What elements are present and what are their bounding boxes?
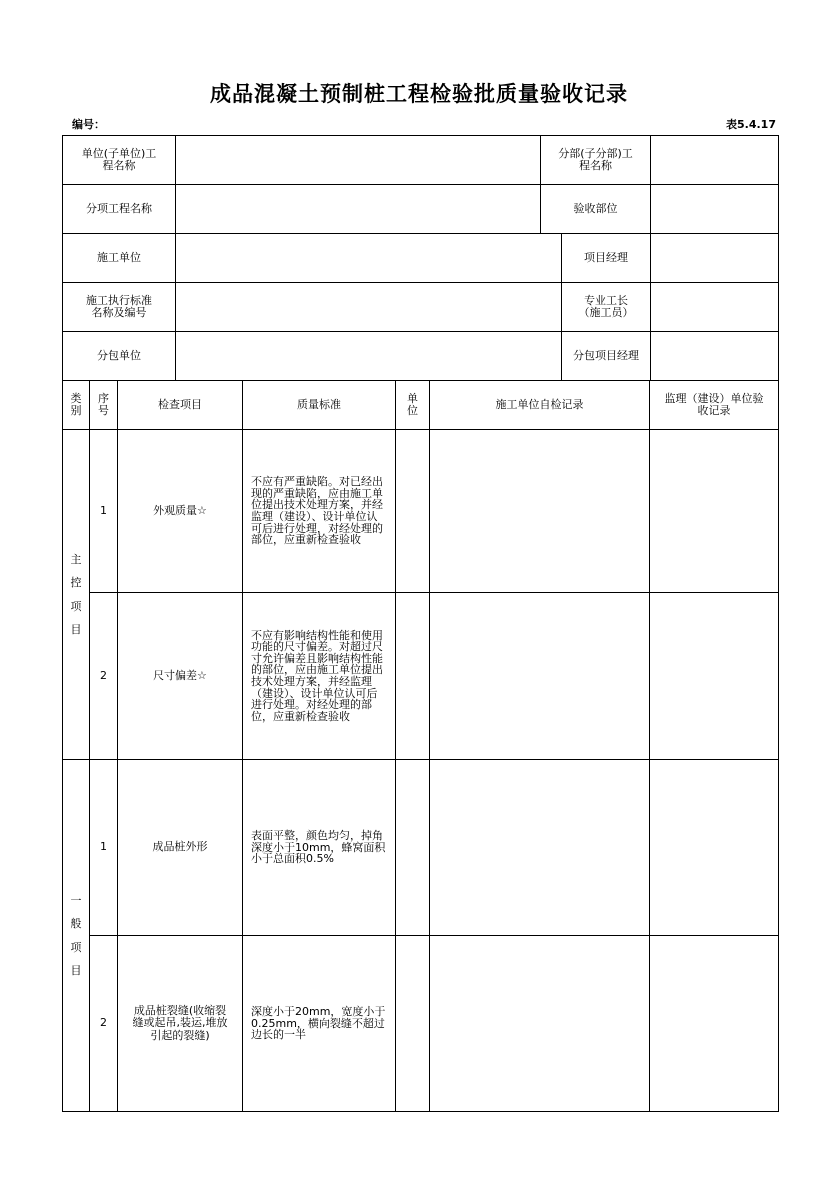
- col-supervision: 监理（建设）单位验收记录: [650, 381, 779, 430]
- header-info-table: [62, 135, 779, 381]
- table-row: [63, 593, 779, 760]
- subcontractor-label: 分包单位: [63, 332, 176, 381]
- col-standard: 质量标准: [243, 381, 396, 430]
- project-manager-label: 项目经理: [562, 234, 651, 283]
- row-self-check[interactable]: [430, 760, 650, 936]
- main-control-category: 主控项目: [63, 430, 90, 760]
- row-item: 尺寸偏差☆: [118, 593, 243, 760]
- table-number: 表5.4.17: [726, 118, 776, 131]
- row-supervision[interactable]: [650, 760, 779, 936]
- row-self-check[interactable]: [430, 936, 650, 1112]
- col-self-check: 施工单位自检记录: [430, 381, 650, 430]
- table-row: [63, 760, 779, 936]
- row-item: 成品桩裂缝(收缩裂缝或起吊,装运,堆放引起的裂缝): [118, 936, 243, 1112]
- construction-unit-field[interactable]: [176, 234, 562, 283]
- row-unit[interactable]: [396, 430, 430, 593]
- row-supervision[interactable]: [650, 430, 779, 593]
- sub-division-label: 分部(子分部)工程名称: [541, 136, 651, 185]
- foreman-field[interactable]: [651, 283, 779, 332]
- general-category: 一般项目: [63, 760, 90, 1112]
- page-title: 成品混凝土预制桩工程检验批质量验收记录: [210, 82, 628, 106]
- row-standard: 表面平整，颜色均匀，掉角深度小于10mm，蜂窝面积小于总面积0.5%: [243, 760, 396, 936]
- foreman-label: 专业工长（施工员）: [562, 283, 651, 332]
- acceptance-part-label: 验收部位: [541, 185, 651, 234]
- project-manager-field[interactable]: [651, 234, 779, 283]
- row-seq: 1: [90, 760, 118, 936]
- column-header-row: [63, 381, 779, 430]
- row-item: 成品桩外形: [118, 760, 243, 936]
- unit-project-label: 单位(子单位)工程名称: [63, 136, 176, 185]
- subcontract-manager-label: 分包项目经理: [562, 332, 651, 381]
- row-seq: 2: [90, 593, 118, 760]
- row-supervision[interactable]: [650, 593, 779, 760]
- row-item: 外观质量☆: [118, 430, 243, 593]
- col-category: 类别: [63, 381, 90, 430]
- row-unit[interactable]: [396, 760, 430, 936]
- row-standard: 不应有影响结构性能和使用功能的尺寸偏差。对超过尺寸允许偏差且影响结构性能的部位，应由施工单位提出技术处理方案，并经监理（建设）、设计单位认可后进行处理。对经处理的部位，应重新检查验收: [243, 593, 396, 760]
- row-seq: 2: [90, 936, 118, 1112]
- col-unit: 单位: [396, 381, 430, 430]
- row-self-check[interactable]: [430, 430, 650, 593]
- unit-project-field[interactable]: [176, 136, 541, 185]
- inspection-table: [62, 380, 779, 1112]
- row-self-check[interactable]: [430, 593, 650, 760]
- row-seq: 1: [90, 430, 118, 593]
- sub-item-field[interactable]: [176, 185, 541, 234]
- subcontractor-field[interactable]: [176, 332, 562, 381]
- row-standard: 不应有严重缺陷。对已经出现的严重缺陷，应由施工单位提出技术处理方案，并经监理（建设）、设计单位认可后进行处理，对经处理的部位，应重新检查验收: [243, 430, 396, 593]
- col-item: 检查项目: [118, 381, 243, 430]
- standard-label: 施工执行标准名称及编号: [63, 283, 176, 332]
- subcontract-manager-field[interactable]: [651, 332, 779, 381]
- row-unit[interactable]: [396, 593, 430, 760]
- row-standard: 深度小于20mm，宽度小于0.25mm，横向裂缝不超过边长的一半: [243, 936, 396, 1112]
- row-unit[interactable]: [396, 936, 430, 1112]
- sub-item-label: 分项工程名称: [63, 185, 176, 234]
- col-seq: 序号: [90, 381, 118, 430]
- doc-number-label: 编号：: [72, 118, 105, 131]
- table-row: [63, 430, 779, 593]
- sub-division-field[interactable]: [651, 136, 779, 185]
- row-supervision[interactable]: [650, 936, 779, 1112]
- standard-field[interactable]: [176, 283, 562, 332]
- construction-unit-label: 施工单位: [63, 234, 176, 283]
- acceptance-part-field[interactable]: [651, 185, 779, 234]
- table-row: [63, 936, 779, 1112]
